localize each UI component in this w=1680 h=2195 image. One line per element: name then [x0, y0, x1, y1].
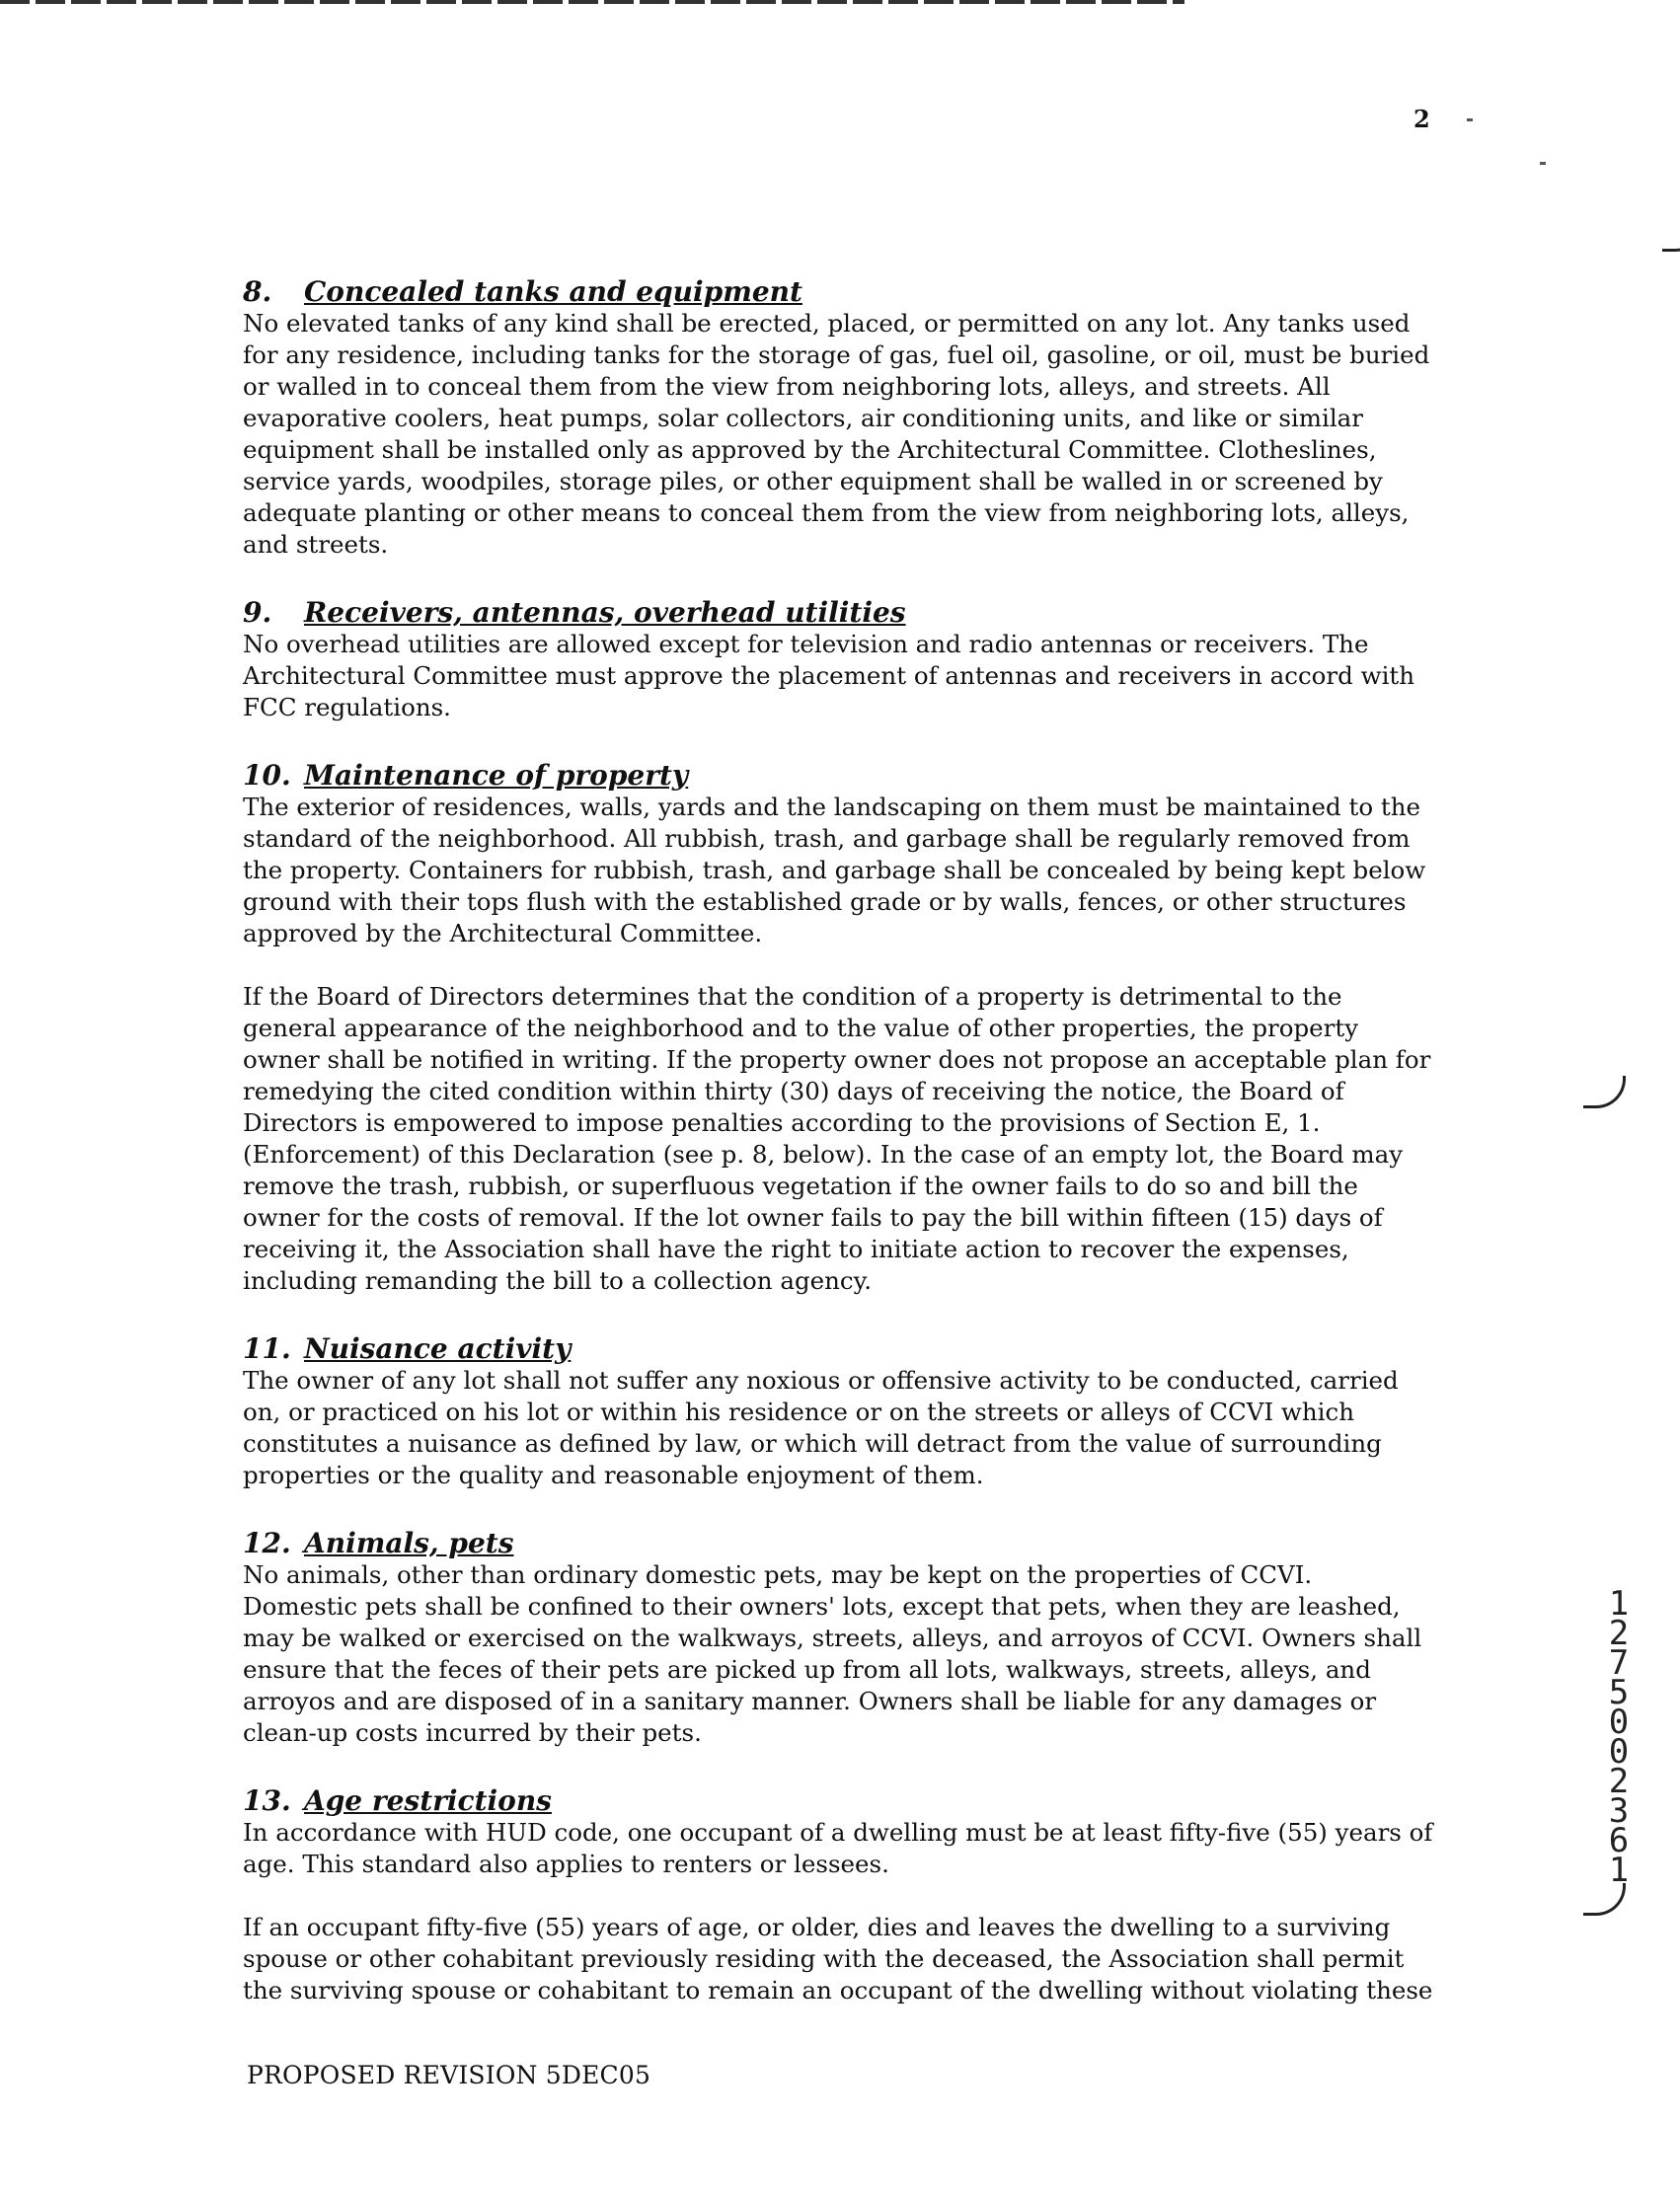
section-heading [243, 760, 1433, 792]
section-paragraph: The owner of any lot shall not suffer any noxious or offensive activity to be conducted, carried on, or practiced on his lot or within his residence or on the streets or alleys of CCVI which constitutes a nuisance as defined by law, or which will detract from the value of surrounding properties or the quality and reasonable enjoyment of them. [243, 1366, 1399, 1489]
section-paragraph: If an occupant fifty-five (55) years of age, or older, dies and leaves the dwelling to a surviving spouse or other cohabitant previously residing with the deceased, the Association shall permit the surviving spouse or cohabitant to remain an occupant of the dwelling without violating these [243, 1913, 1433, 2005]
section-maintenance [243, 760, 1433, 1297]
section-number: 9. [243, 596, 272, 629]
section-heading [243, 1333, 1433, 1365]
check-mark-icon [1583, 1883, 1626, 1916]
section-animals-pets [243, 1528, 1433, 1749]
side-filing-stamp: 12750 02361 [1608, 1584, 1630, 1890]
scan-top-edge [0, 0, 1184, 4]
section-heading [243, 1785, 1433, 1817]
section-title: Age restrictions [304, 1784, 552, 1817]
section-number: 8. [243, 275, 272, 308]
scan-speck [1467, 118, 1473, 121]
section-paragraph: If the Board of Directors determines that the condition of a property is detrimental to the general appearance of the neighborhood and to the value of other properties, the property owner shall be notified in writing. If the property owner does not propose an acceptable plan for remedying the cited condition within thirty (30) days of receiving the notice, the Board of Directors is empowered to impose penalties according to the provisions of Section E, 1. (Enforcement) of this Declaration (see p. 8, below). In the case of an empty lot, the Board may remove the trash, rubbish, or superfluous vegetation if the owner fails to do so and bill the owner for the costs of removal. If the lot owner fails to pay the bill within fifteen (15) days of receiving it, the Association shall have the right to initiate action to recover the expenses, including remanding the bill to a collection agency. [243, 982, 1431, 1295]
section-heading [243, 1528, 1433, 1559]
page-number: 2 [1413, 105, 1430, 133]
section-paragraph: In accordance with HUD code, one occupant of a dwelling must be at least fifty-five (55) years of age. This standard also applies to renters or lessees. [243, 1818, 1433, 1878]
check-mark-icon [1583, 1076, 1626, 1108]
section-heading [243, 276, 1433, 308]
scan-speck [1540, 162, 1546, 165]
section-paragraph: No animals, other than ordinary domestic pets, may be kept on the properties of CCVI. Domestic pets shall be confined to their owners' lots, except that pets, when they are leashed, may be walked or exercised on the walkways, streets, alleys, and arroyos of CCVI. Owners shall ensure that the feces of their pets are picked up from all lots, walkways, streets, alleys, and arroyos and are disposed of in a sanitary manner. Owners shall be liable for any damages or clean-up costs incurred by their pets. [243, 1560, 1422, 1747]
section-title: Animals, pets [304, 1527, 514, 1559]
section-paragraph: No overhead utilities are allowed except for television and radio antennas or receivers. The Architectural Committee must approve the placement of antennas and receivers in accord with FCC regulations. [243, 630, 1415, 721]
section-title: Nuisance activity [304, 1332, 572, 1365]
section-heading [243, 597, 1433, 629]
section-paragraph: The exterior of residences, walls, yards and the landscaping on them must be maintained to the standard of the neighborhood. All rubbish, trash, and garbage shall be regularly removed from the property. Containers for rubbish, trash, and garbage shall be concealed by being kept below ground with their tops flush with the established grade or by walls, fences, or other structures approved by the Architectural Committee. [243, 793, 1426, 947]
section-age-restrictions [243, 1785, 1433, 2006]
footer-revision-note: PROPOSED REVISION 5DEC05 [247, 2061, 651, 2089]
section-receivers-antennas [243, 597, 1433, 723]
section-paragraph: No elevated tanks of any kind shall be erected, placed, or permitted on any lot. Any tanks used for any residence, including tanks for the storage of gas, fuel oil, gasoline, or oil, must be buried or walled in to conceal them from the view from neighboring lots, alleys, and streets. All evaporative coolers, heat pumps, solar collectors, air conditioning units, and like or similar equipment shall be installed only as approved by the Architectural Committee. Clotheslines, service yards, woodpiles, storage piles, or other equipment shall be walled in or screened by adequate planting or other means to conceal them from the view from neighboring lots, alleys, and streets. [243, 309, 1430, 559]
section-title: Maintenance of property [304, 759, 689, 792]
section-number: 12. [243, 1527, 291, 1559]
section-nuisance [243, 1333, 1433, 1491]
section-number: 13. [243, 1784, 291, 1817]
section-number: 10. [243, 759, 291, 792]
section-concealed-tanks [243, 276, 1433, 561]
section-number: 11. [243, 1332, 291, 1365]
section-title: Receivers, antennas, overhead utilities [304, 596, 906, 629]
check-mark-icon [1662, 219, 1680, 252]
document-body [243, 276, 1433, 2043]
section-title: Concealed tanks and equipment [304, 275, 802, 308]
